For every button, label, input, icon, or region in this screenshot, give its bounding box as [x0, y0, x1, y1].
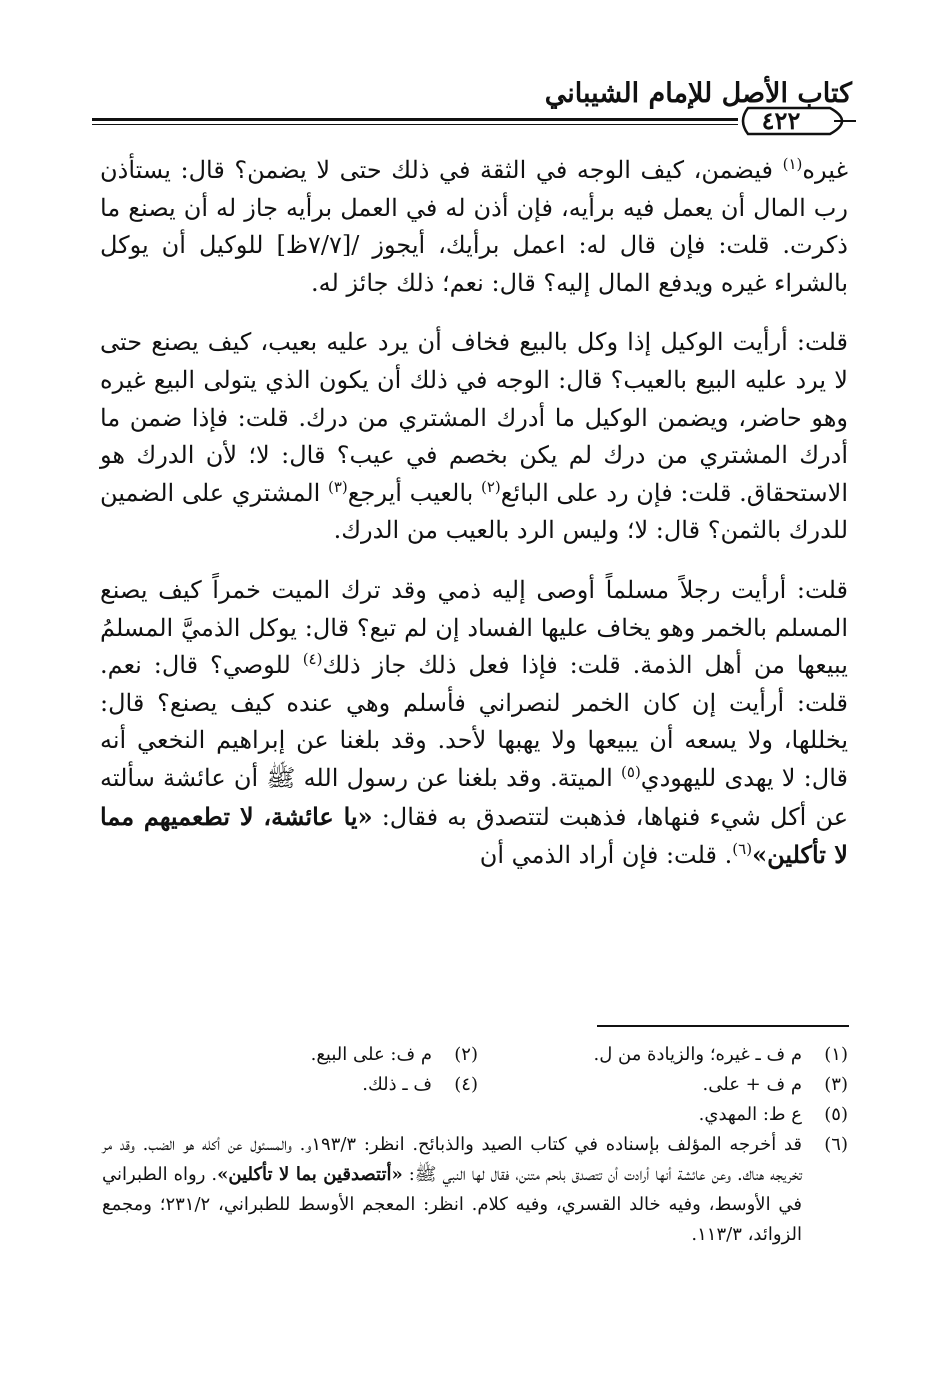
text-segment: قلت: أرأيت الوكيل إذا وكل بالبيع فخاف أن يرد عليه بعيب، كيف يصنع حتى لا يرد عليه البيع بالعيب؟ قال: الوجه في ذلك أن يكون الذي يتولى البيع غيره وهو حاضر، ويضمن الوكيل ما أدرك المشتري من درك. قلت: فإذا ضمن ما أدرك المشتري من درك لم يكن بخصم في عيب؟ قال: لا؛ لأن الدرك هو الاستحقاق. قلت: فإن رد على البائع	[100, 328, 848, 507]
footnote-ref-3: (٣)	[327, 477, 348, 496]
footnote-number: (٤)	[454, 1074, 478, 1095]
header-rule-thin	[92, 124, 738, 125]
paragraph-3	[100, 572, 848, 875]
footnote-separator	[597, 1025, 849, 1027]
hadith-quote: «يا عائشة، لا تطعميهم مما لا تأكلين»	[100, 801, 848, 870]
footnote-hadith-quote: «أتتصدقين بما لا تأكلين»	[217, 1164, 403, 1185]
footnote-text: م ف: على البيع.	[310, 1044, 432, 1065]
text-segment: . قلت: فإن أراد الذمي أن	[479, 841, 733, 870]
page-number: ٤٢٢	[761, 106, 801, 135]
text-segment: المشتري على الضمين للدرك بالثمن؟ قال: لا؛ وليس الرد بالعيب من الدرك.	[100, 478, 848, 545]
footnote-row	[100, 1070, 848, 1100]
footnote-5	[478, 1100, 848, 1130]
footnote-1	[478, 1040, 848, 1070]
text-segment: فيضمن، كيف الوجه في الثقة في ذلك حتى لا يضمن؟ قال: يستأذن رب المال أن يعمل فيه برأيه، فإن أذن له في العمل برأيه جاز له أن يصنع ما ذكرت. قلت: فإن قال له: اعمل برأيك، أيجوز /[٧/٧ظ] للوكيل أن يوكل بالشراء غيره ويدفع المال إليه؟ قال: نعم؛ ذلك جائز له.	[100, 156, 848, 297]
text-segment: غيره	[802, 156, 848, 184]
footnote-number: (١)	[824, 1044, 848, 1065]
paragraph-2	[100, 324, 848, 550]
footnotes	[100, 1040, 848, 1250]
text-segment: للوصي؟ قال: نعم. قلت: أرأيت إن كان الخمر لنصراني فأسلم وهي عنده كيف يصنع؟ قال: يخللها، ولا يسعه أن يبيعها ولا يهبها لأحد. وقد بلغنا عن إبراهيم النخعي أنه قال: لا يهدى لليهودي	[100, 651, 848, 792]
footnote-text-part: . رواه الطبراني في الأوسط، وفيه خالد القسري، وفيه كلام. انظر: المعجم الأوسط للطبراني، ٢٣١/٢؛ ومجمع الزوائد، ١١٣/٣.	[102, 1164, 802, 1245]
footnote-row	[100, 1040, 848, 1070]
footnote-number: (٥)	[824, 1104, 848, 1125]
footnote-6	[100, 1130, 848, 1250]
footnote-text: ف ـ ذلك.	[362, 1074, 432, 1095]
footnote-text-part: قد أخرجه المؤلف بإسناده في كتاب الصيد والذبائح. انظر: ١٩٣/٣و. والمسئول عن أكله هو الضب. وقد مر تخريجه هناك. وعن عائشة أنها أرادت أن تتصدق بلحم متنن، فقال لها النبي ﷺ:	[102, 1134, 803, 1185]
text-segment: قلت: أرأيت رجلاً مسلماً أوصى إليه ذمي وقد ترك الميت خمراً كيف يصنع المسلم بالخمر وهو يخاف عليها الفساد إن لم تبع؟ قال: يوكل الذميَّ المسلمُ يبيعها من أهل الذمة. قلت: فإذا فعل ذلك جاز ذلك	[100, 575, 848, 680]
footnote-text: م ف ـ غيره؛ والزيادة من ل.	[593, 1044, 802, 1065]
footnote-ref-2: (٢)	[480, 477, 501, 496]
paragraph-1	[100, 152, 848, 302]
book-title: كتاب الأصل للإمام الشيباني	[544, 78, 852, 109]
footnote-number: (٣)	[824, 1074, 848, 1095]
footnote-ref-1: (١)	[782, 155, 803, 173]
page-header	[92, 78, 852, 138]
footnote-ref-4: (٤)	[302, 650, 323, 669]
footnote-ref-6: (٦)	[732, 840, 753, 859]
footnote-text	[102, 1130, 802, 1250]
main-text	[100, 152, 848, 875]
footnote-4	[108, 1070, 478, 1100]
footnote-text: ع ط: المهدي.	[698, 1104, 802, 1125]
footnote-number: (٢)	[454, 1044, 478, 1065]
footnote-3	[478, 1070, 848, 1100]
footnote-number: (٦)	[824, 1134, 848, 1155]
text-segment: بالعيب أيرجع	[347, 478, 481, 507]
header-rule-thick	[92, 118, 738, 121]
footnote-ref-5: (٥)	[621, 762, 641, 781]
text-segment: الميتة. وقد بلغنا عن رسول الله ﷺ أن عائشة سألته عن أكل شيء فنهاها، فذهبت لتتصدق به فقال:	[100, 763, 849, 831]
footnote-2	[108, 1040, 478, 1070]
footnote-row	[100, 1100, 848, 1130]
footnote-text: م ف + على.	[702, 1074, 802, 1095]
